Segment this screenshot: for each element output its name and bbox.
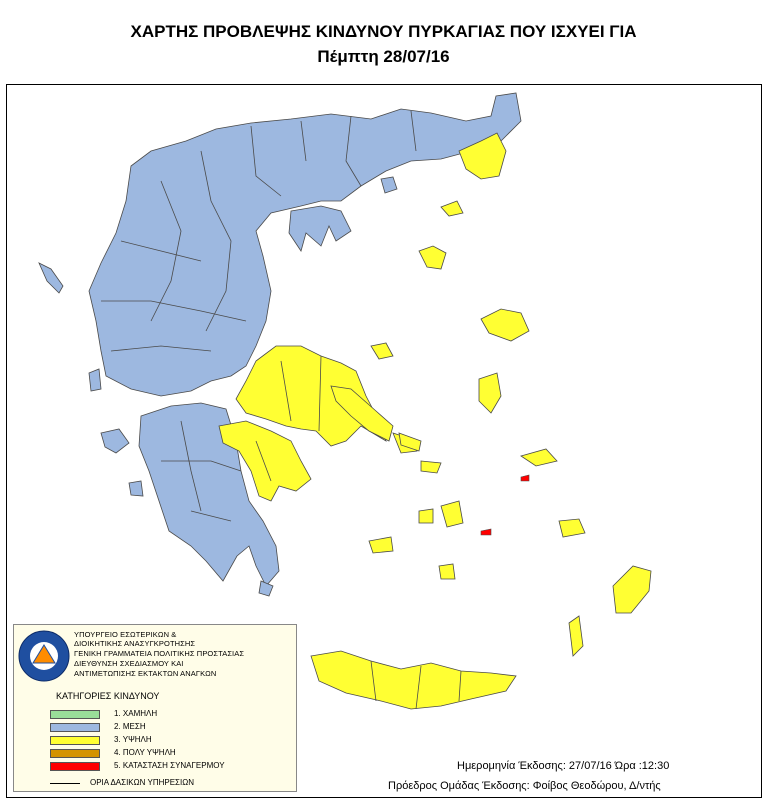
org-line-3: ΓΕΝΙΚΗ ΓΡΑΜΜΑΤΕΙΑ ΠΟΛΙΤΙΚΗΣ ΠΡΟΣΤΑΣΙΑΣ bbox=[74, 649, 245, 658]
category-label: 2. ΜΕΣΗ bbox=[114, 722, 146, 731]
region-crete bbox=[311, 651, 516, 709]
swatch-very-high bbox=[50, 749, 100, 758]
region-zakynthos bbox=[129, 481, 143, 496]
emergency-islets bbox=[481, 475, 529, 535]
region-samothraki bbox=[441, 201, 463, 216]
region-kefalonia bbox=[101, 429, 129, 453]
org-line-2: ΔΙΟΙΚΗΤΙΚΗΣ ΑΝΑΣΥΓΚΡΟΤΗΣΗΣ bbox=[74, 639, 196, 648]
boundary-line-label: ΟΡΙΑ ΔΑΣΙΚΩΝ ΥΠΗΡΕΣΙΩΝ bbox=[90, 778, 194, 787]
region-samos bbox=[521, 449, 557, 466]
red-islet-2 bbox=[521, 475, 529, 481]
org-line-5: ΑΝΤΙΜΕΤΩΠΙΣΗΣ ΕΚΤΑΚΤΩΝ ΑΝΑΓΚΩΝ bbox=[74, 669, 217, 678]
region-karpathos bbox=[569, 616, 583, 656]
region-naxos bbox=[441, 501, 463, 527]
swatch-medium bbox=[50, 723, 100, 732]
category-label: 1. ΧΑΜΗΛΗ bbox=[114, 709, 158, 718]
high-risk-regions bbox=[219, 133, 651, 709]
issue-author: Πρόεδρος Ομάδας Έκδοσης: Φοίβος Θεοδώρου, Δ/ντής bbox=[388, 780, 661, 792]
region-sporades bbox=[371, 343, 393, 359]
region-milos bbox=[369, 537, 393, 553]
category-label: 4. ΠΟΛΥ ΥΨΗΛΗ bbox=[114, 748, 176, 757]
map-date: Πέμπτη 28/07/16 bbox=[317, 47, 450, 66]
region-rhodes bbox=[613, 566, 651, 613]
legend-panel bbox=[13, 624, 297, 792]
org-line-4: ΔΙΕΥΘΥΝΣΗ ΣΧΕΔΙΑΣΜΟΥ ΚΑΙ bbox=[74, 659, 184, 668]
region-tinos bbox=[421, 461, 441, 473]
region-paros bbox=[419, 509, 433, 523]
category-label: 3. ΥΨΗΛΗ bbox=[114, 735, 152, 744]
region-chios bbox=[479, 373, 501, 413]
region-chalkidiki bbox=[289, 206, 351, 251]
region-lesvos bbox=[481, 309, 529, 341]
category-label: 5. ΚΑΤΑΣΤΑΣΗ ΣΥΝΑΓΕΡΜΟΥ bbox=[114, 761, 225, 770]
region-corfu bbox=[39, 263, 63, 293]
region-kythera bbox=[259, 581, 273, 596]
red-islet-1 bbox=[481, 529, 491, 535]
categories-title: ΚΑΤΗΓΟΡΙΕΣ ΚΙΝΔΥΝΟΥ bbox=[56, 691, 160, 701]
swatch-low bbox=[50, 710, 100, 719]
boundary-line-sample bbox=[50, 783, 80, 784]
region-kos bbox=[559, 519, 585, 537]
region-lefkada bbox=[89, 369, 101, 391]
issue-date: Ημερομηνία Έκδοσης: 27/07/16 Ώρα :12:30 bbox=[457, 760, 670, 772]
swatch-high bbox=[50, 736, 100, 745]
swatch-emergency bbox=[50, 762, 100, 771]
org-line-1: ΥΠΟΥΡΓΕΙΟ ΕΣΩΤΕΡΙΚΩΝ & bbox=[74, 630, 177, 639]
region-thassos bbox=[381, 177, 397, 193]
map-title: ΧΑΡΤΗΣ ΠΡΟΒΛΕΨΗΣ ΚΙΝΔΥΝΟΥ ΠΥΡΚΑΓΙΑΣ ΠΟΥ ΙΣΧΥΕΙ ΓΙΑ bbox=[130, 22, 637, 41]
region-limnos bbox=[419, 246, 446, 269]
region-santorini bbox=[439, 564, 455, 579]
civil-protection-logo bbox=[18, 630, 70, 682]
